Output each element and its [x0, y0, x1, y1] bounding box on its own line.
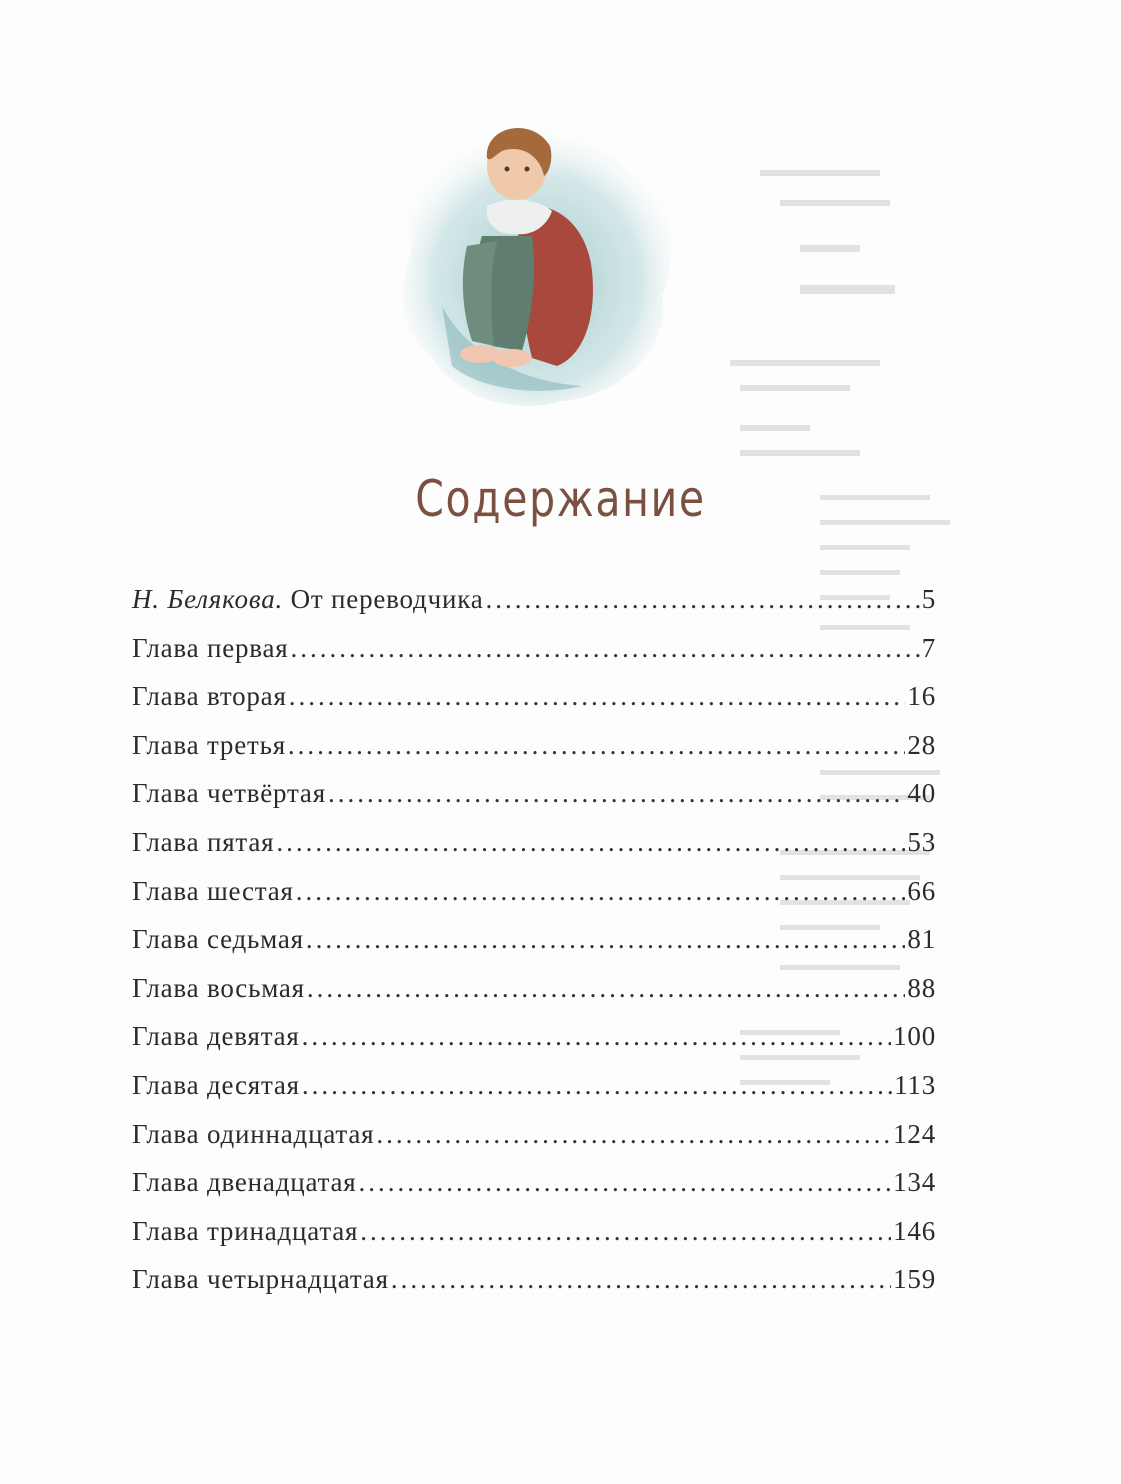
leader-dots — [276, 827, 905, 858]
leader-dots — [306, 924, 906, 955]
toc-entry-title: Глава первая — [132, 632, 289, 663]
leader-dots — [291, 633, 920, 664]
toc-entry-page: 5 — [921, 584, 936, 614]
toc-entry[interactable] — [132, 584, 936, 633]
toc-entry[interactable] — [132, 973, 936, 1022]
leader-dots — [328, 778, 905, 809]
toc-entry-title: Глава двенадцатая — [132, 1167, 357, 1198]
leader-dots — [391, 1264, 891, 1295]
toc-entry-page: 100 — [893, 1021, 936, 1052]
toc-entry[interactable] — [132, 778, 936, 827]
toc-entry[interactable] — [132, 730, 936, 779]
toc-entry-title: Глава пятая — [132, 826, 275, 857]
toc-entry-title: Глава четырнадцатая — [132, 1264, 389, 1295]
toc-entry-title: Глава третья — [132, 729, 286, 760]
toc-entry[interactable] — [132, 876, 936, 925]
toc-entry-title: Глава восьмая — [132, 972, 305, 1003]
toc-entry-title: Н. Белякова. От переводчика — [132, 584, 484, 614]
leader-dots — [360, 1216, 891, 1247]
leader-dots — [288, 730, 905, 761]
toc-entry[interactable] — [132, 1021, 936, 1070]
toc-entry-title: Глава одиннадцатая — [132, 1118, 375, 1149]
toc-entry[interactable] — [132, 1216, 936, 1265]
leader-dots — [302, 1021, 891, 1052]
leader-dots — [486, 584, 920, 615]
toc-entry[interactable] — [132, 827, 936, 876]
toc-entry-page: 146 — [893, 1215, 936, 1246]
toc-entry-page: 124 — [893, 1118, 936, 1149]
toc-entry-title: Глава вторая — [132, 681, 287, 712]
table-of-contents — [132, 584, 936, 1313]
toc-entry[interactable] — [132, 1070, 936, 1119]
toc-entry-page: 28 — [907, 729, 936, 760]
toc-entry-page: 88 — [907, 972, 936, 1003]
leader-dots — [307, 973, 905, 1004]
toc-entry-title: Глава шестая — [132, 875, 294, 906]
contents-heading: Содержание — [415, 470, 706, 528]
leader-dots — [302, 1070, 892, 1101]
toc-entry-title: Глава девятая — [132, 1021, 300, 1052]
toc-entry[interactable] — [132, 633, 936, 682]
toc-entry-title: Глава седьмая — [132, 924, 304, 955]
toc-entry[interactable] — [132, 1119, 936, 1168]
toc-entry-page: 134 — [893, 1167, 936, 1198]
boy-illustration — [372, 96, 702, 426]
toc-entry-page: 81 — [907, 924, 936, 955]
toc-entry-page: 66 — [907, 875, 936, 906]
toc-entry-page: 53 — [907, 826, 936, 857]
toc-entry-page: 159 — [893, 1264, 936, 1295]
toc-entry[interactable] — [132, 924, 936, 973]
toc-entry-title: Глава четвёртая — [132, 778, 326, 809]
toc-entry-title: Глава десятая — [132, 1069, 300, 1100]
toc-entry-page: 113 — [894, 1069, 936, 1100]
leader-dots — [359, 1167, 892, 1198]
toc-entry-title: Глава тринадцатая — [132, 1215, 359, 1246]
leader-dots — [289, 681, 906, 712]
toc-entry-page: 16 — [907, 681, 936, 712]
toc-entry-page: 7 — [921, 632, 936, 663]
toc-entry[interactable] — [132, 1167, 936, 1216]
toc-entry-author: Н. Белякова. — [132, 584, 284, 614]
toc-entry[interactable] — [132, 1264, 936, 1313]
leader-dots — [296, 876, 906, 907]
leader-dots — [376, 1119, 891, 1150]
toc-entry-page: 40 — [907, 778, 936, 809]
toc-entry[interactable] — [132, 681, 936, 730]
